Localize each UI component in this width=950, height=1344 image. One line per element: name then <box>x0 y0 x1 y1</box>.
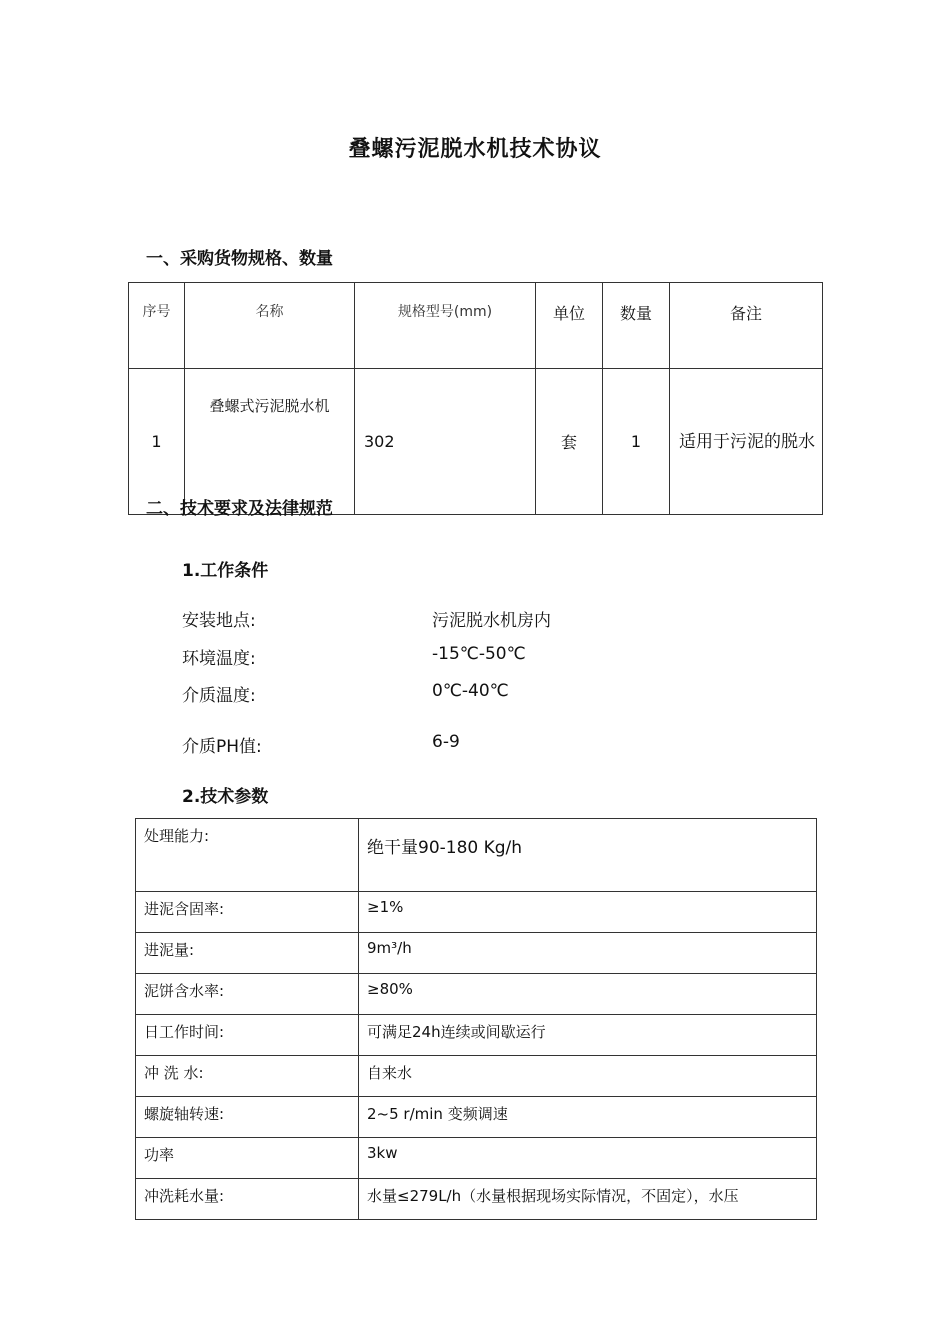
subheading-technical-params: 2.技术参数 <box>182 787 269 807</box>
table-header-row <box>129 283 823 369</box>
param-label: 螺旋轴转速: <box>136 1097 359 1138</box>
header-qty: 数量 <box>603 283 670 369</box>
param-label: 进泥量: <box>136 933 359 974</box>
goods-spec-table <box>128 282 823 515</box>
header-unit: 单位 <box>536 283 603 369</box>
condition-label: 介质温度: <box>182 686 256 706</box>
table-row <box>136 974 817 1015</box>
table-row <box>136 819 817 892</box>
condition-value: 6-9 <box>432 732 460 752</box>
technical-params-table <box>135 818 817 1220</box>
param-value: 自来水 <box>359 1056 817 1097</box>
table-row <box>136 1015 817 1056</box>
header-name: 名称 <box>185 283 355 369</box>
table-row <box>136 1056 817 1097</box>
cell-qty: 1 <box>603 369 670 515</box>
param-label: 处理能力: <box>136 819 359 892</box>
table-row <box>136 933 817 974</box>
param-label: 功率 <box>136 1138 359 1179</box>
cell-unit: 套 <box>536 369 603 515</box>
param-value: 9m³/h <box>359 933 817 974</box>
cell-name: 叠螺式污泥脱水机 <box>185 369 355 515</box>
cell-spec: 302 <box>355 369 536 515</box>
param-value: ≥80% <box>359 974 817 1015</box>
condition-value: 0℃-40℃ <box>432 681 509 701</box>
condition-value: -15℃-50℃ <box>432 644 526 664</box>
condition-label: 介质PH值: <box>182 737 262 757</box>
cell-note: 适用于污泥的脱水 <box>670 369 823 515</box>
condition-label: 安装地点: <box>182 611 256 631</box>
section-heading-procurement: 一、采购货物规格、数量 <box>146 249 333 269</box>
table-row <box>129 369 823 515</box>
param-value: 绝干量90-180 Kg/h <box>359 819 817 892</box>
param-label: 日工作时间: <box>136 1015 359 1056</box>
param-value: 可满足24h连续或间歇运行 <box>359 1015 817 1056</box>
param-label: 冲 洗 水: <box>136 1056 359 1097</box>
header-index: 序号 <box>129 283 185 369</box>
param-value: 水量≤279L/h（水量根据现场实际情况，不固定），水压 <box>359 1179 817 1220</box>
table-row <box>136 1097 817 1138</box>
table-row <box>136 1179 817 1220</box>
header-spec: 规格型号(mm) <box>355 283 536 369</box>
param-label: 进泥含固率: <box>136 892 359 933</box>
section-heading-technical: 二、技术要求及法律规范 <box>146 499 333 519</box>
table-row <box>136 892 817 933</box>
condition-value: 污泥脱水机房内 <box>432 611 551 631</box>
header-note: 备注 <box>670 283 823 369</box>
condition-label: 环境温度: <box>182 649 256 669</box>
cell-index: 1 <box>129 369 185 515</box>
document-title: 叠螺污泥脱水机技术协议 <box>348 137 602 162</box>
param-label: 泥饼含水率: <box>136 974 359 1015</box>
table-row <box>136 1138 817 1179</box>
param-value: 3kw <box>359 1138 817 1179</box>
subheading-working-conditions: 1.工作条件 <box>182 561 269 581</box>
param-label: 冲洗耗水量: <box>136 1179 359 1220</box>
param-value: 2~5 r/min 变频调速 <box>359 1097 817 1138</box>
param-value: ≥1% <box>359 892 817 933</box>
